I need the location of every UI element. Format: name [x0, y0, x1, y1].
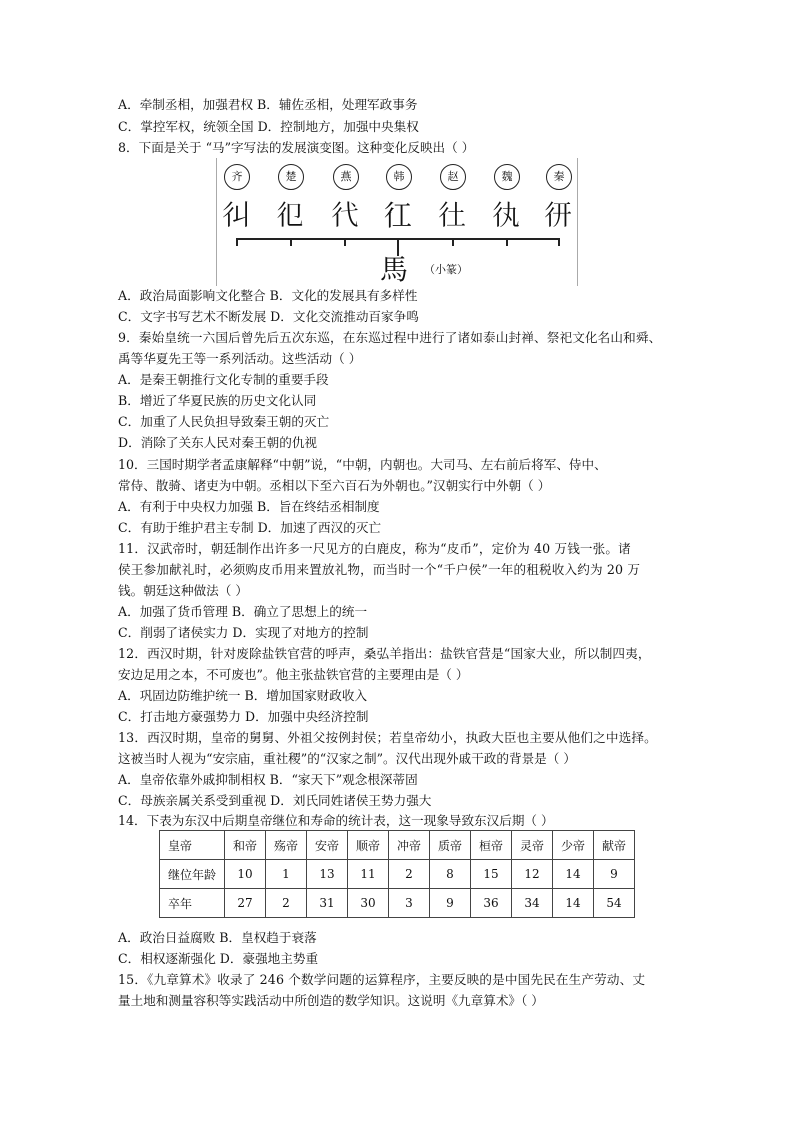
glyph-chu: 𢒿	[275, 199, 304, 232]
state-label-zhao: 赵	[440, 164, 466, 190]
q14-stem: 14．下表为东汉中后期皇帝继位和寿命的统计表，这一现象导致东汉后期（ ）	[118, 813, 554, 828]
table-cell: 8	[430, 860, 471, 889]
q13-stem-line1: 13．西汉时期，皇帝的舅舅、外祖父按例封侯；若皇帝幼小，执政大臣也主要从他们之中选择。	[118, 730, 657, 745]
q9-stem-line1: 9．秦始皇统一六国后曾先后五次东巡，在东巡过程中进行了诸如泰山封禅、祭祀文化名山和舜、	[118, 330, 662, 345]
q8-stem: 8．下面是关于 “马”字写法的发展演变图。这种变化反映出（ ）	[118, 140, 475, 155]
state-label-wei: 魏	[494, 164, 520, 190]
q12-options-ab: A．巩固边防维护统一 B．增加国家财政收入	[118, 688, 368, 703]
table-header-cell: 献帝	[594, 831, 635, 860]
bar-tick	[558, 238, 560, 246]
q10-stem-line1: 10．三国时期学者孟康解释“中朝”说，“中朝，内朝也。大司马、左右前后将军、侍中、	[118, 457, 607, 472]
glyph-zhao: 𢓂	[437, 199, 466, 232]
table-cell: 1	[266, 860, 307, 889]
q9-option-b: B．增近了华夏民族的历史文化认同	[118, 393, 317, 408]
table-cell: 2	[389, 860, 430, 889]
emperor-stats-table	[159, 830, 635, 918]
table-cell: 30	[348, 889, 389, 918]
q12-stem-line2: 安边足用之本，不可废也”。他主张盐铁官营的主要理由是（ ）	[118, 667, 469, 682]
q11-options-cd: C．削弱了诸侯实力 D．实现了对地方的控制	[118, 625, 369, 640]
table-cell: 27	[225, 889, 266, 918]
q9-option-a: A．是秦王朝推行文化专制的重要手段	[118, 372, 329, 387]
bar-tick	[344, 238, 346, 246]
q9-stem-line2: 禹等华夏先王等一系列活动。这些活动（ ）	[118, 351, 362, 366]
table-cell: 继位年龄	[160, 860, 225, 889]
q10-options-ab: A．有利于中央权力加强 B．旨在终结丞相制度	[118, 499, 380, 514]
q13-options-ab: A．皇帝依靠外戚抑制相权 B．“家天下”观念根深蒂固	[118, 772, 418, 787]
table-header-cell: 冲帝	[389, 831, 430, 860]
table-header-cell: 和帝	[225, 831, 266, 860]
table-header-cell: 灵帝	[512, 831, 553, 860]
q11-stem-line1: 11．汉武帝时，朝廷制作出许多一尺见方的白鹿皮，称为“皮币”，定价为 40 万钱一张。诸	[118, 541, 631, 556]
xiaozhuan-label: （小篆）	[424, 263, 468, 276]
bar-tick	[236, 238, 238, 246]
state-label-qin: 秦	[546, 164, 572, 190]
glyph-qi: 𢒾	[221, 199, 250, 232]
q8-options-cd: C．文字书写艺术不断发展 D．文化交流推动百家争鸣	[118, 309, 419, 324]
table-cell: 54	[594, 889, 635, 918]
table-cell: 14	[553, 889, 594, 918]
table-row	[160, 831, 635, 860]
table-cell: 34	[512, 889, 553, 918]
table-header-cell: 顺帝	[348, 831, 389, 860]
table-cell: 15	[471, 860, 512, 889]
table-cell: 10	[225, 860, 266, 889]
table-row	[160, 889, 635, 918]
state-label-chu: 楚	[278, 164, 304, 190]
q8-options-ab: A．政治局面影响文化整合 B．文化的发展具有多样性	[118, 288, 418, 303]
bar-tick	[452, 238, 454, 246]
q15-stem-line2: 量土地和测量容积等实践活动中所创造的数学知识。这说明《九章算术》（ ）	[118, 993, 544, 1008]
table-cell: 9	[430, 889, 471, 918]
bar-tick	[506, 238, 508, 246]
table-header-cell: 少帝	[553, 831, 594, 860]
q13-options-cd: C．母族亲属关系受到重视 D．刘氏同姓诸侯王势力强大	[118, 793, 432, 808]
q11-stem-line3: 钱。朝廷这种做法（ ）	[118, 583, 248, 598]
table-cell: 2	[266, 889, 307, 918]
glyph-wei: 𢓃	[491, 199, 520, 232]
table-cell: 13	[307, 860, 348, 889]
table-cell: 11	[348, 860, 389, 889]
state-label-yan: 燕	[333, 164, 359, 190]
character-evolution-figure	[216, 158, 578, 288]
table-cell: 36	[471, 889, 512, 918]
table-header-cell: 桓帝	[471, 831, 512, 860]
q14-options-cd: C．相权逐渐强化 D．豪强地主势重	[118, 951, 319, 966]
q12-options-cd: C．打击地方豪强势力 D．加强中央经济控制	[118, 709, 369, 724]
table-row	[160, 860, 635, 889]
table-header-cell: 皇帝	[160, 831, 225, 860]
figure-frame-right	[577, 158, 578, 286]
q9-option-d: D．消除了关东人民对秦王朝的仇视	[118, 435, 318, 450]
state-label-qi: 齐	[224, 164, 250, 190]
q13-stem-line2: 这被当时人视为“安宗庙，重社稷”的“汉家之制”。汉代出现外戚干政的背景是（ ）	[118, 751, 576, 766]
state-label-han: 韩	[386, 164, 412, 190]
q7-options-ab: A．牵制丞相，加强君权 B．辅佐丞相，处理军政事务	[118, 97, 418, 112]
q10-stem-line2: 常侍、散骑、诸吏为中朝。丞相以下至六百石为外朝也。”汉朝实行中外朝（ ）	[118, 478, 551, 493]
table-header-cell: 殇帝	[266, 831, 307, 860]
q10-options-cd: C．有助于维护君主专制 D．加速了西汉的灭亡	[118, 520, 382, 535]
q9-option-c: C．加重了人民负担导致秦王朝的灭亡	[118, 414, 330, 429]
q15-stem-line1: 15．《九章算术》收录了 246 个数学问题的运算程序，主要反映的是中国先民在生产劳动、丈	[118, 972, 646, 987]
q11-stem-line2: 侯王参加献礼时，必须购皮币用来置放礼物，而当时一个“千户侯”一年的租税收入约为 20 万	[118, 562, 641, 577]
figure-frame-left	[216, 158, 217, 286]
glyph-han: 𢓁	[383, 199, 412, 232]
q11-options-ab: A．加强了货币管理 B．确立了思想上的统一	[118, 604, 368, 619]
bar-tick	[290, 238, 292, 246]
glyph-qin: 𢓄	[543, 199, 572, 232]
table-header-cell: 安帝	[307, 831, 348, 860]
xiaozhuan-glyph: 馬	[380, 253, 409, 286]
table-cell: 卒年	[160, 889, 225, 918]
table-cell: 31	[307, 889, 348, 918]
table-cell: 14	[553, 860, 594, 889]
table-cell: 9	[594, 860, 635, 889]
q12-stem-line1: 12．西汉时期，针对废除盐铁官营的呼声，桑弘羊指出：盐铁官营是“国家大业，所以制四夷，	[118, 646, 651, 661]
q14-options-ab: A．政治日益腐败 B．皇权趋于衰落	[118, 930, 317, 945]
table-header-cell: 质帝	[430, 831, 471, 860]
table-cell: 3	[389, 889, 430, 918]
glyph-yan: 𢓀	[330, 199, 359, 232]
table-cell: 12	[512, 860, 553, 889]
q7-options-cd: C．掌控军权，统领全国 D．控制地方，加强中央集权	[118, 119, 419, 134]
